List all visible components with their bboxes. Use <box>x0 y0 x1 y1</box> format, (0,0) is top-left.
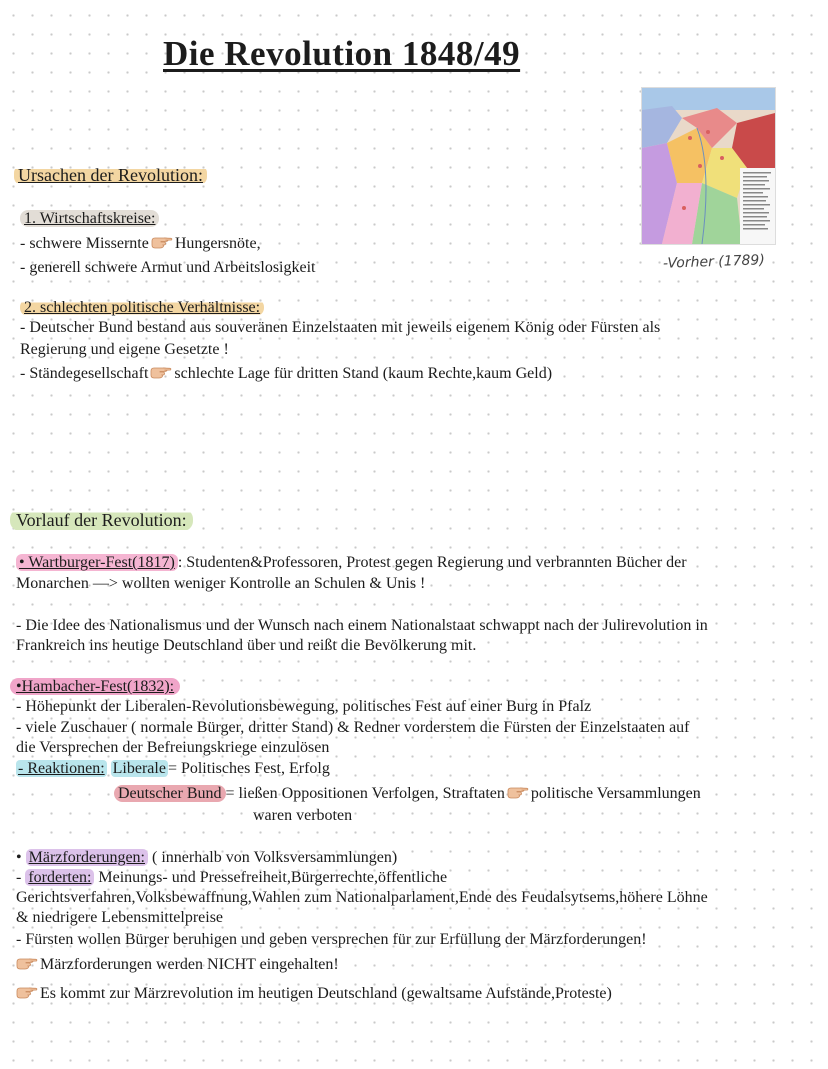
nationalism-line-2: Frankreich ins heutige Deutschland über und reißt die Bevölkerung mit. <box>16 637 477 654</box>
hambach-line-2: - viele Zuschauer ( normale Bürger, dritter Stand) & Redner vorderstem die Fürsten der Einzelstaaten auf <box>16 719 690 736</box>
pol-heading: 2. schlechten politische Verhältnisse: <box>20 298 264 318</box>
bund-line-2: waren verboten <box>253 807 353 824</box>
pol-line-2: Regierung und eigene Gesetzte ! <box>20 341 229 358</box>
pointing-hand-icon <box>150 365 172 379</box>
map-caption: -Vorher (1789) <box>662 252 766 272</box>
econ-heading: 1. Wirtschaftskreise: <box>20 209 159 229</box>
hambach-line-1: - Höhepunkt der Liberalen-Revolutionsbewegung, politisches Fest auf einer Burg in Pfalz <box>16 698 592 715</box>
econ-line-1: - schwere Missernte Hungersnöte, <box>20 235 261 252</box>
wartburg-line-1: • Wartburger-Fest(1817) : Studenten&Professoren, Protest gegen Regierung und verbrannten Bücher der <box>16 553 687 573</box>
bund-line-1: Deutscher Bund = ließen Oppositionen Verfolgen, Straftaten politische Versammlungen <box>114 784 701 804</box>
maerz-line: • Märzforderungen: ( innerhalb von Volksversammlungen) <box>16 849 398 866</box>
nationalism-line-1: - Die Idee des Nationalismus und der Wunsch nach einem Nationalstaat schwappt nach der Julirevolution in <box>16 617 708 634</box>
forderten-line-3: & niedrigere Lebensmittelpreise <box>16 909 224 926</box>
wartburg-label: • Wartburger-Fest(1817) <box>16 554 178 571</box>
econ-line-2: - generell schwere Armut und Arbeitslosigkeit <box>20 259 316 276</box>
pointing-hand-icon <box>16 985 38 999</box>
page-title: Die Revolution 1848/49 <box>163 34 521 73</box>
not-kept-line: Märzforderungen werden NICHT eingehalten! <box>16 955 339 975</box>
historical-map-image <box>641 87 776 245</box>
fuersten-line: - Fürsten wollen Bürger beruhigen und geben versprechen für zur Erfüllung der Märzforderungen! <box>16 931 647 948</box>
reactions-line: - Reaktionen: Liberale = Politisches Fest, Erfolg <box>18 760 330 777</box>
pol-line-1: - Deutscher Bund bestand aus souveränen Einzelstaaten mit jeweils eigenem König oder Fürsten als <box>20 319 661 336</box>
causes-heading: Ursachen der Revolution: <box>14 163 207 187</box>
pointing-hand-icon <box>507 785 529 799</box>
pointing-hand-icon <box>151 235 173 249</box>
hambach-line-3: die Versprechen der Befreiungskriege einzulösen <box>16 739 330 756</box>
wartburg-line-2: Monarchen —> wollten weniger Kontrolle an Schulen & Unis ! <box>16 575 426 592</box>
pol-line-3: - Ständegesellschaft schlechte Lage für dritten Stand (kaum Rechte,kaum Geld) <box>20 365 553 382</box>
pointing-hand-icon <box>16 956 38 970</box>
course-heading: Vorlauf der Revolution: <box>10 508 193 532</box>
hambach-heading: •Hambacher-Fest(1832): <box>10 677 180 697</box>
revolution-line: Es kommt zur Märzrevolution im heutigen Deutschland (gewaltsame Aufstände,Proteste) <box>16 984 612 1004</box>
forderten-line-2: Gerichtsverfahren,Volksbewaffnung,Wahlen zum Nationalparlament,Ende des Feudalsytsems,höhere Löhne <box>16 889 708 906</box>
forderten-line-1: - forderten: Meinungs- und Pressefreiheit,Bürgerrechte,öffentliche <box>16 869 448 886</box>
